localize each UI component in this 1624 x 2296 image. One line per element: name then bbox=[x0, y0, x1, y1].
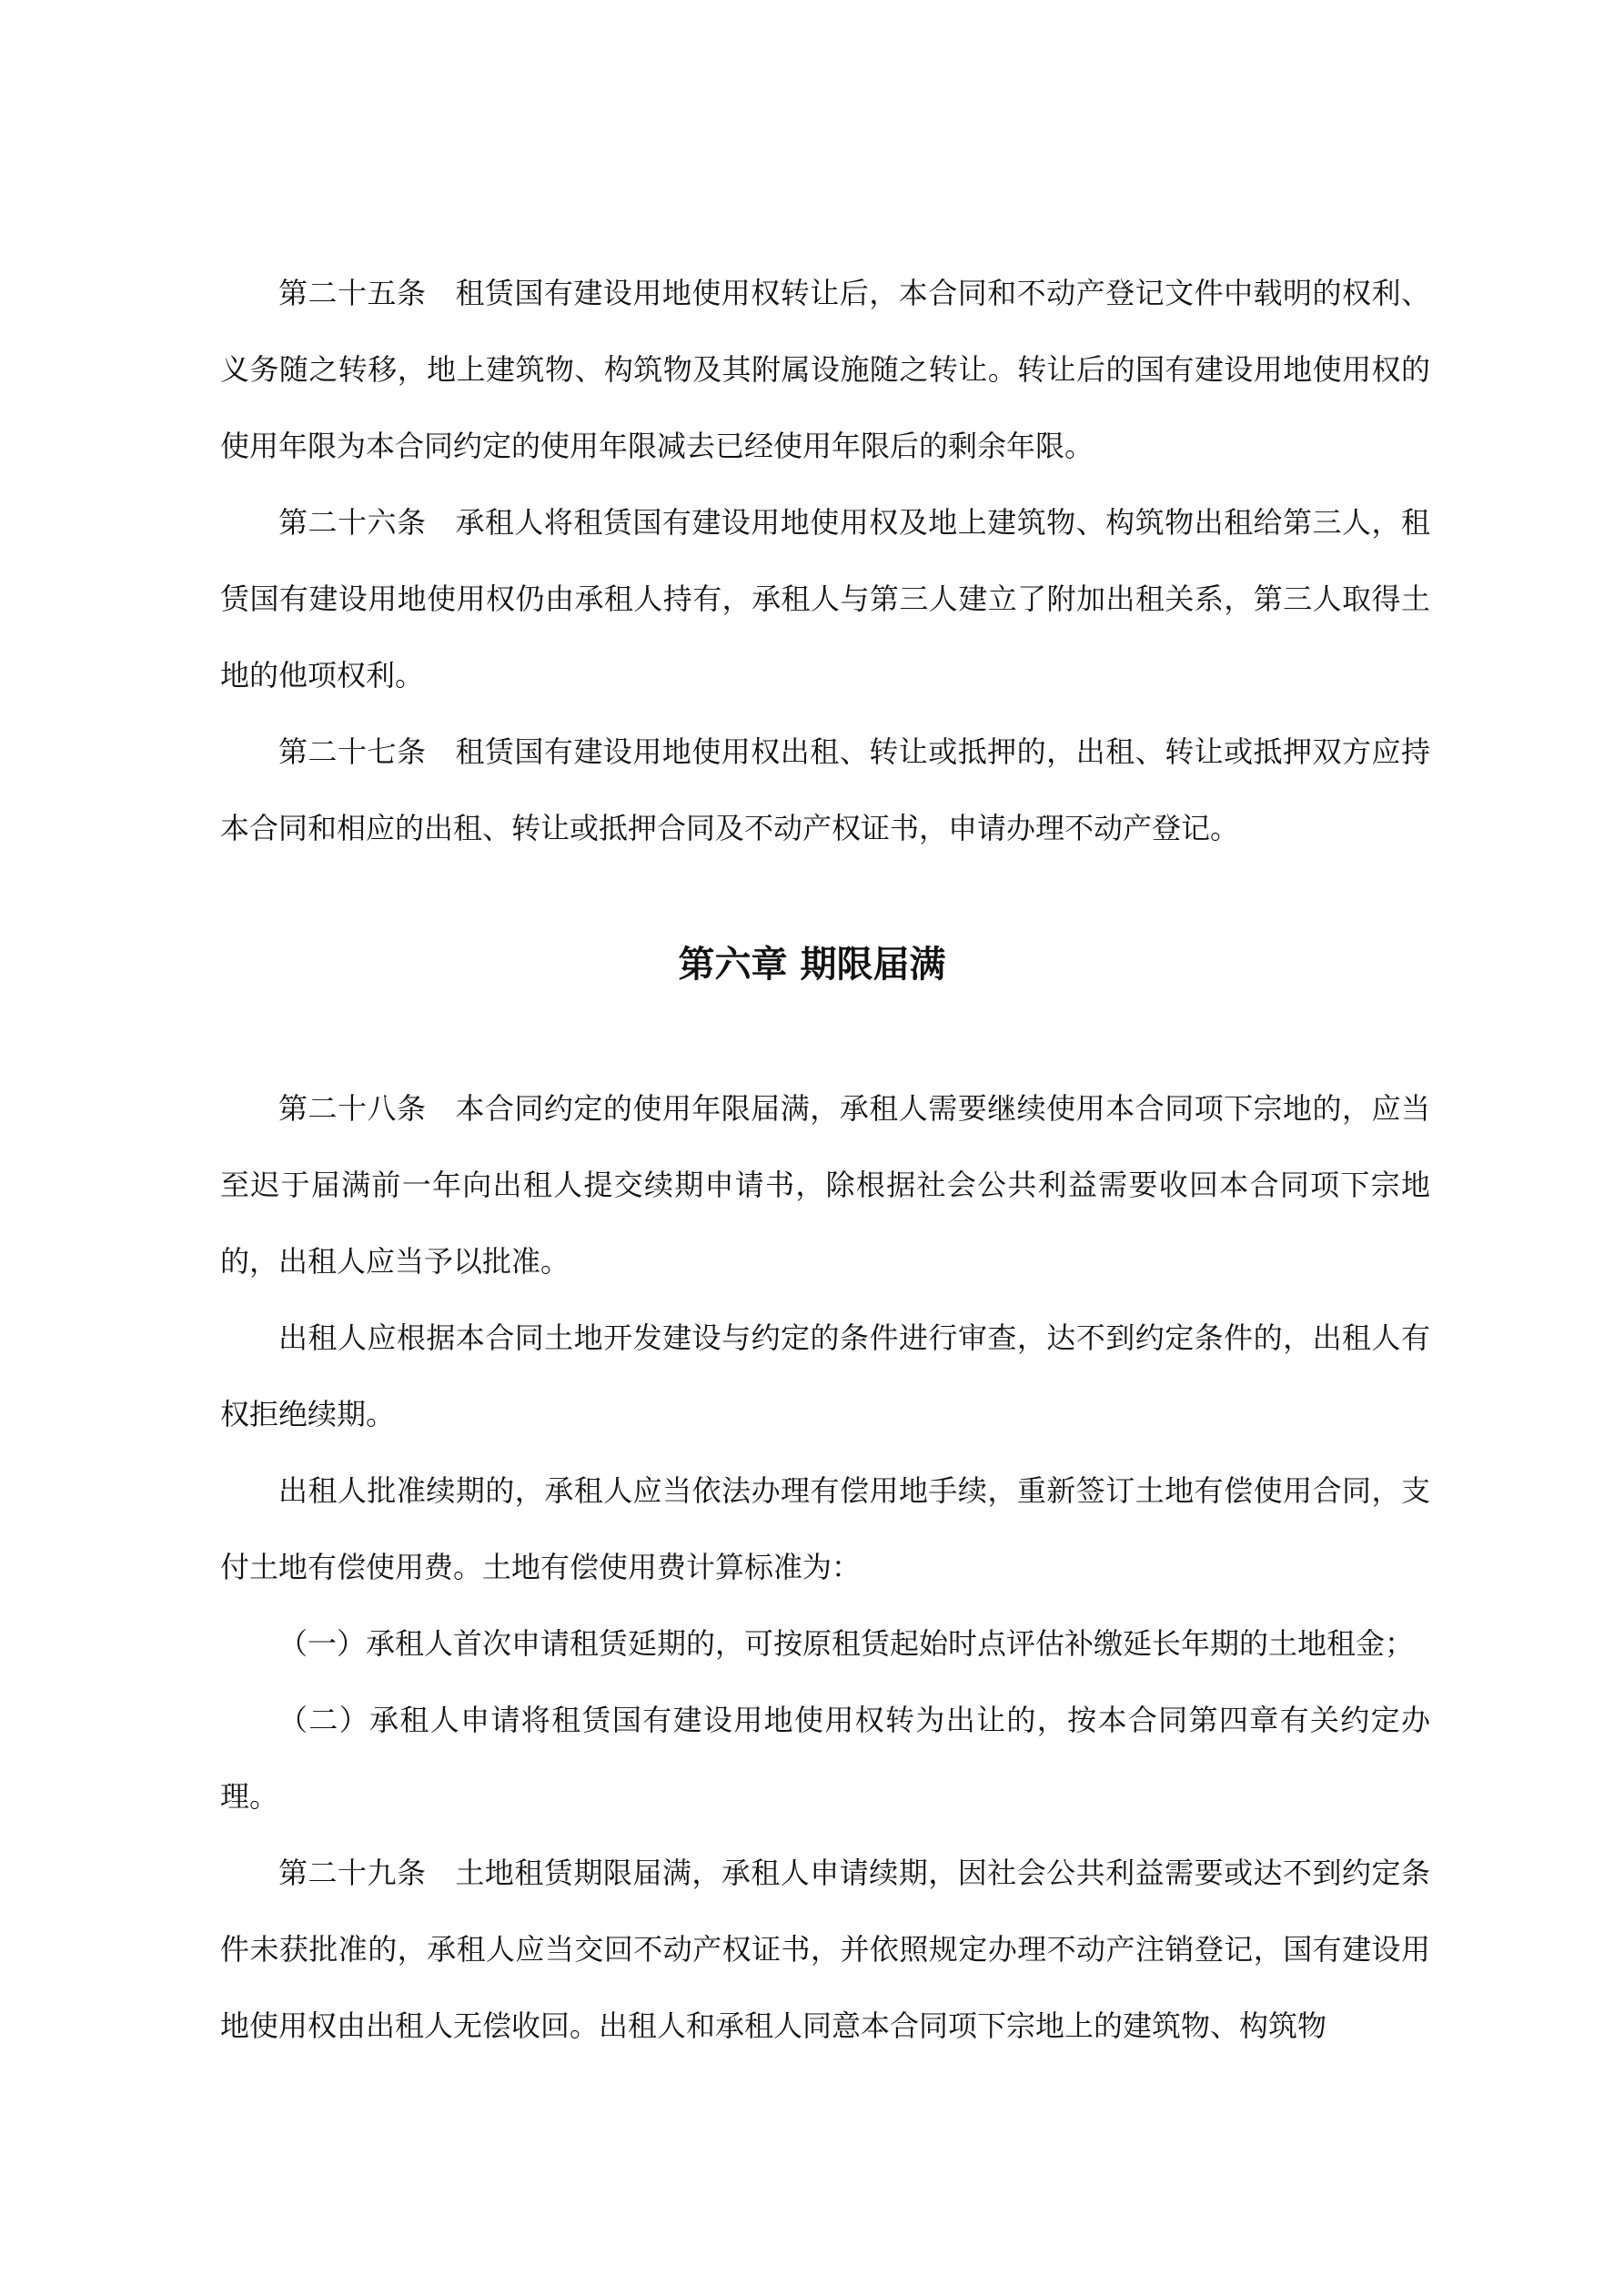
article-25 bbox=[220, 255, 1430, 484]
article-26 bbox=[220, 484, 1430, 713]
article-text: 租赁国有建设用地使用权出租、转让或抵押的，出租、转让或抵押双方应持本合同和相应的出租、转让或抵押合同及不动产权证书，申请办理不动产登记。 bbox=[220, 734, 1430, 845]
article-label: 第二十五条 bbox=[278, 276, 427, 310]
article-text: 承租人将租赁国有建设用地使用权及地上建筑物、构筑物出租给第三人，租赁国有建设用地使用权仍由承租人持有，承租人与第三人建立了附加出租关系，第三人取得土地的他项权利。 bbox=[220, 505, 1430, 693]
article-text: 土地租赁期限届满，承租人申请续期，因社会公共利益需要或达不到约定条件未获批准的，承租人应当交回不动产权证书，并依照规定办理不动产注销登记，国有建设用地使用权由出租人无偿收回。出租人和承租人同意本合同项下宗地上的建筑物、构筑物 bbox=[220, 1856, 1430, 2043]
paragraph: 出租人批准续期的，承租人应当依法办理有偿用地手续，重新签订土地有偿使用合同，支付土地有偿使用费。土地有偿使用费计算标准为： bbox=[220, 1473, 1430, 1584]
list-item: （二）承租人申请将租赁国有建设用地使用权转为出让的，按本合同第四章有关约定办理。 bbox=[220, 1703, 1430, 1814]
list-item: （一）承租人首次申请租赁延期的，可按原租赁起始时点评估补缴延长年期的土地租金； bbox=[278, 1626, 1415, 1661]
article-text: 租赁国有建设用地使用权转让后，本合同和不动产登记文件中载明的权利、义务随之转移，地上建筑物、构筑物及其附属设施随之转让。转让后的国有建设用地使用权的使用年限为本合同约定的使用年限减去已经使用年限后的剩余年限。 bbox=[220, 276, 1430, 463]
article-label: 第二十六条 bbox=[278, 505, 427, 540]
article-label: 第二十九条 bbox=[278, 1856, 427, 1890]
article-27 bbox=[220, 713, 1430, 866]
article-label: 第二十七条 bbox=[278, 734, 427, 769]
article-label: 第二十八条 bbox=[278, 1091, 427, 1126]
paragraph: 出租人应根据本合同土地开发建设与约定的条件进行审查，达不到约定条件的，出租人有权拒绝续期。 bbox=[220, 1320, 1430, 1431]
article-28 bbox=[220, 1070, 1430, 1300]
article-text: 本合同约定的使用年限届满，承租人需要继续使用本合同项下宗地的，应当至迟于届满前一年向出租人提交续期申请书，除根据社会公共利益需要收回本合同项下宗地的，出租人应当予以批准。 bbox=[220, 1091, 1430, 1279]
chapter-title: 第六章 期限届满 bbox=[678, 944, 946, 986]
article-29 bbox=[220, 1835, 1430, 2064]
